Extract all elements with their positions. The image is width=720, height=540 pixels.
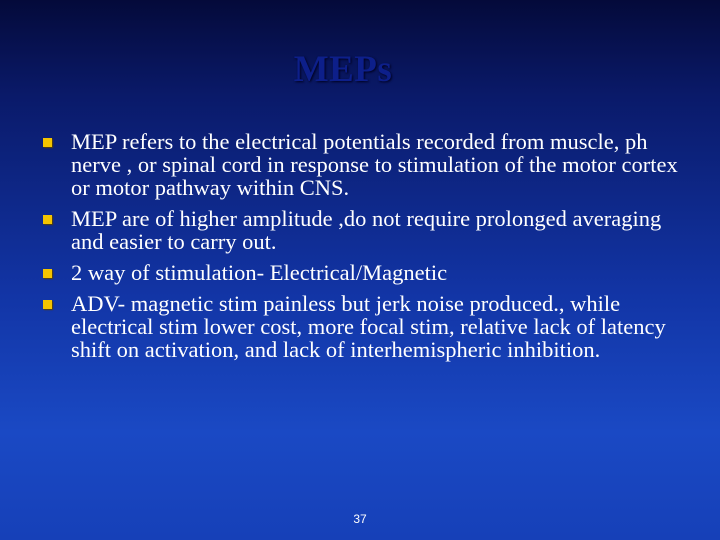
bullet-item [40,261,690,284]
bullet-item [40,130,690,199]
square-bullet-icon [43,269,52,278]
slide-title: MEPs [293,49,393,90]
bullet-text: 2 way of stimulation- Electrical/Magnetic [71,260,448,285]
page-number: 37 [353,512,367,526]
bullet-item [40,292,690,361]
square-bullet-icon [43,138,52,147]
square-bullet-icon [43,215,52,224]
bullet-text: ADV- magnetic stim painless but jerk noise produced., while electrical stim lower cost, more focal stim, relative lack of latency shift on activation, and lack of interhemispheric inhibition. [71,291,666,362]
bullet-item [40,207,690,253]
square-bullet-icon [43,300,52,309]
bullet-list [40,130,690,369]
bullet-text: MEP are of higher amplitude ,do not require prolonged averaging and easier to carry out. [71,206,662,254]
bullet-text: MEP refers to the electrical potentials recorded from muscle, ph nerve , or spinal cord in response to stimulation of the motor cortex or motor pathway within CNS. [71,129,678,200]
